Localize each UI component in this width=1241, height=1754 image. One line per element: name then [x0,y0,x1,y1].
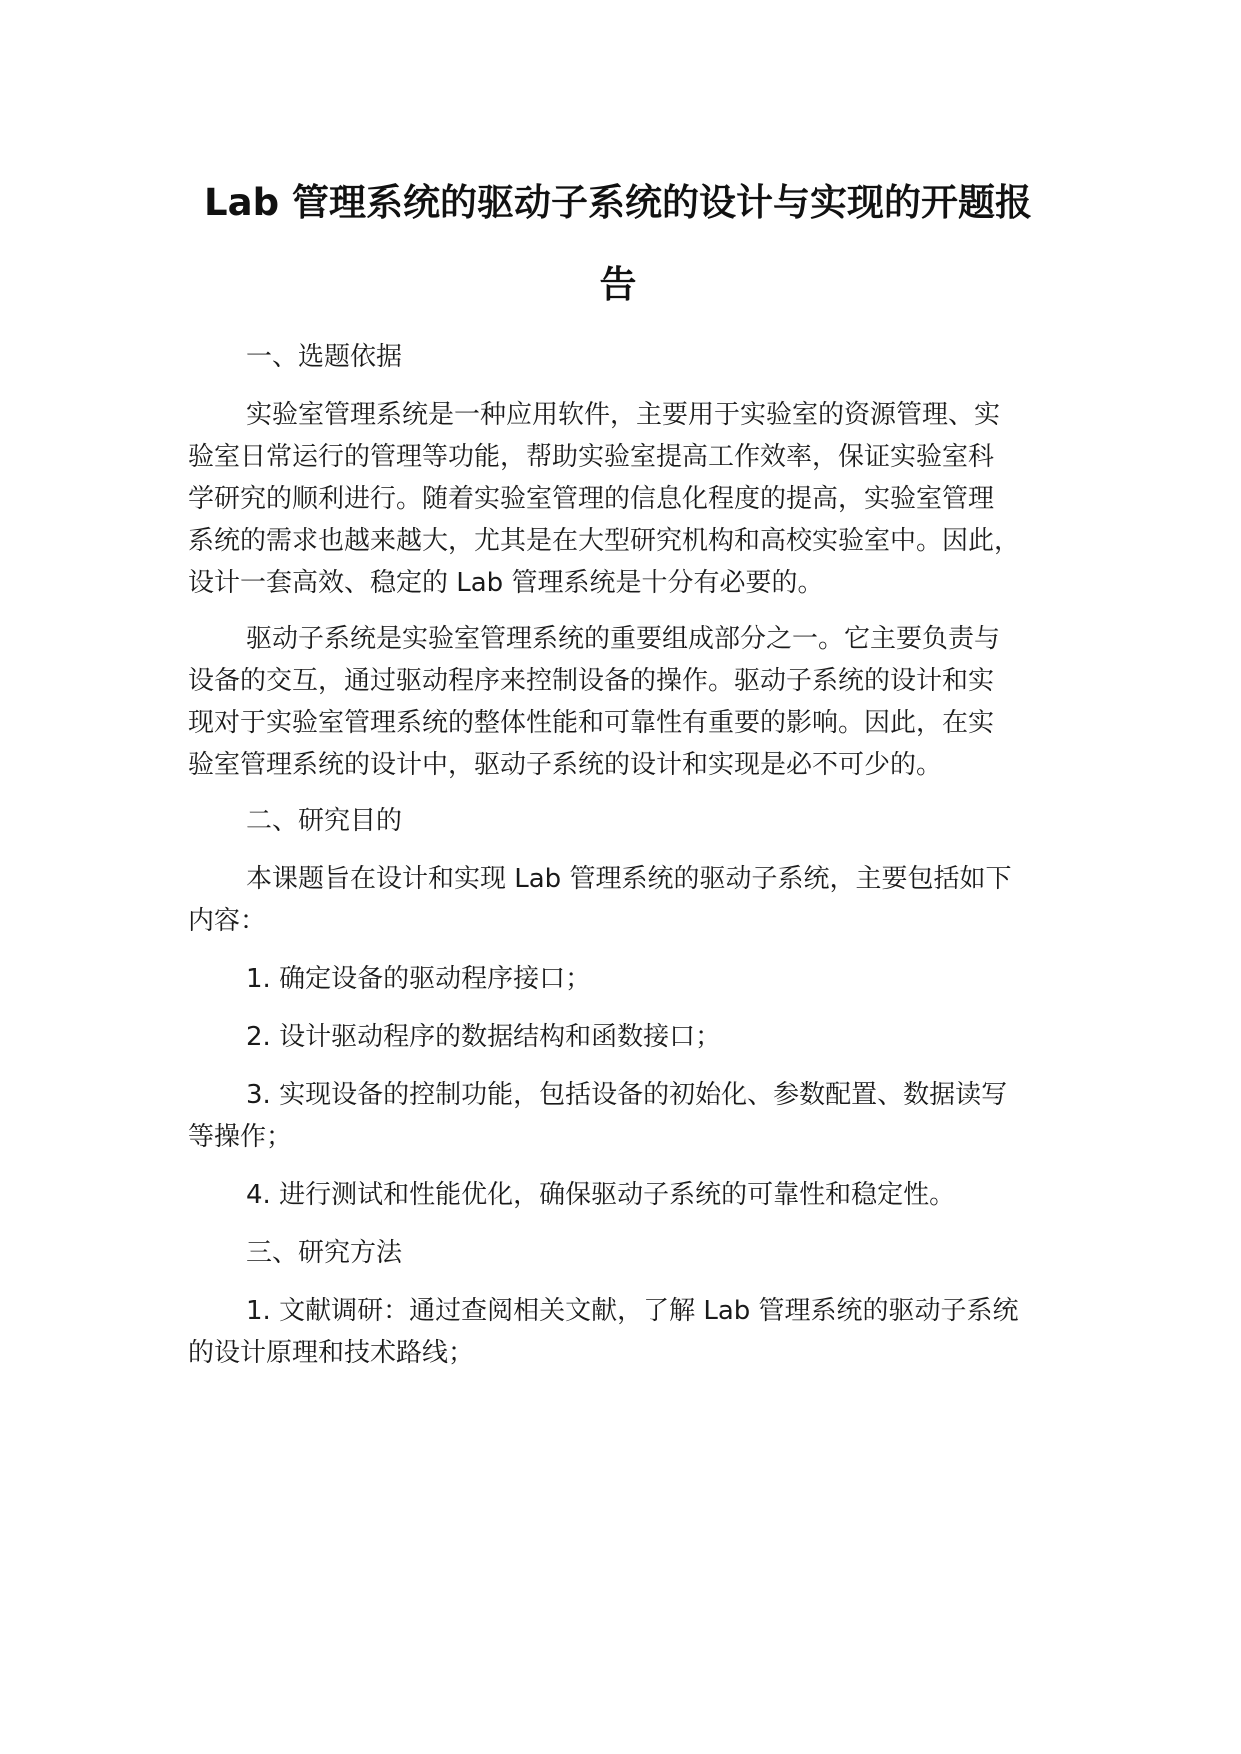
paragraph-line: 验室管理系统的设计中，驱动子系统的设计和实现是必不可少的。 [188,750,943,780]
list-item: 3. 实现设备的控制功能，包括设备的初始化、参数配置、数据读写 [246,1080,1008,1110]
section-heading-topic-basis: 一、选题依据 [246,342,403,372]
paragraph-line: 系统的需求也越来越大，尤其是在大型研究机构和高校实验室中。因此， [188,526,1021,556]
list-item-continuation: 等操作； [188,1122,293,1152]
list-item: 2. 设计驱动程序的数据结构和函数接口； [246,1022,722,1052]
list-item: 1. 文献调研：通过查阅相关文献，了解 Lab 管理系统的驱动子系统 [246,1296,1019,1326]
list-item: 4. 进行测试和性能优化，确保驱动子系统的可靠性和稳定性。 [246,1180,956,1210]
paragraph-line: 设备的交互，通过驱动程序来控制设备的操作。驱动子系统的设计和实 [188,666,995,696]
document-title-line-2: 告 [599,263,637,306]
document-title-line-1: Lab 管理系统的驱动子系统的设计与实现的开题报 [204,181,1032,224]
paragraph-line: 本课题旨在设计和实现 Lab 管理系统的驱动子系统，主要包括如下 [246,864,1012,894]
section-heading-research-method: 三、研究方法 [246,1238,403,1268]
list-item-continuation: 的设计原理和技术路线； [188,1338,475,1368]
section-heading-research-purpose: 二、研究目的 [246,806,403,836]
paragraph-line: 内容： [188,906,267,936]
paragraph-line: 驱动子系统是实验室管理系统的重要组成部分之一。它主要负责与 [246,624,1001,654]
paragraph-line: 设计一套高效、稳定的 Lab 管理系统是十分有必要的。 [188,568,824,598]
paragraph-line: 学研究的顺利进行。随着实验室管理的信息化程度的提高，实验室管理 [188,484,995,514]
paragraph-line: 验室日常运行的管理等功能，帮助实验室提高工作效率，保证实验室科 [188,442,995,472]
paragraph-line: 现对于实验室管理系统的整体性能和可靠性有重要的影响。因此，在实 [188,708,995,738]
paragraph-line: 实验室管理系统是一种应用软件，主要用于实验室的资源管理、实 [246,400,1001,430]
list-item: 1. 确定设备的驱动程序接口； [246,964,592,994]
